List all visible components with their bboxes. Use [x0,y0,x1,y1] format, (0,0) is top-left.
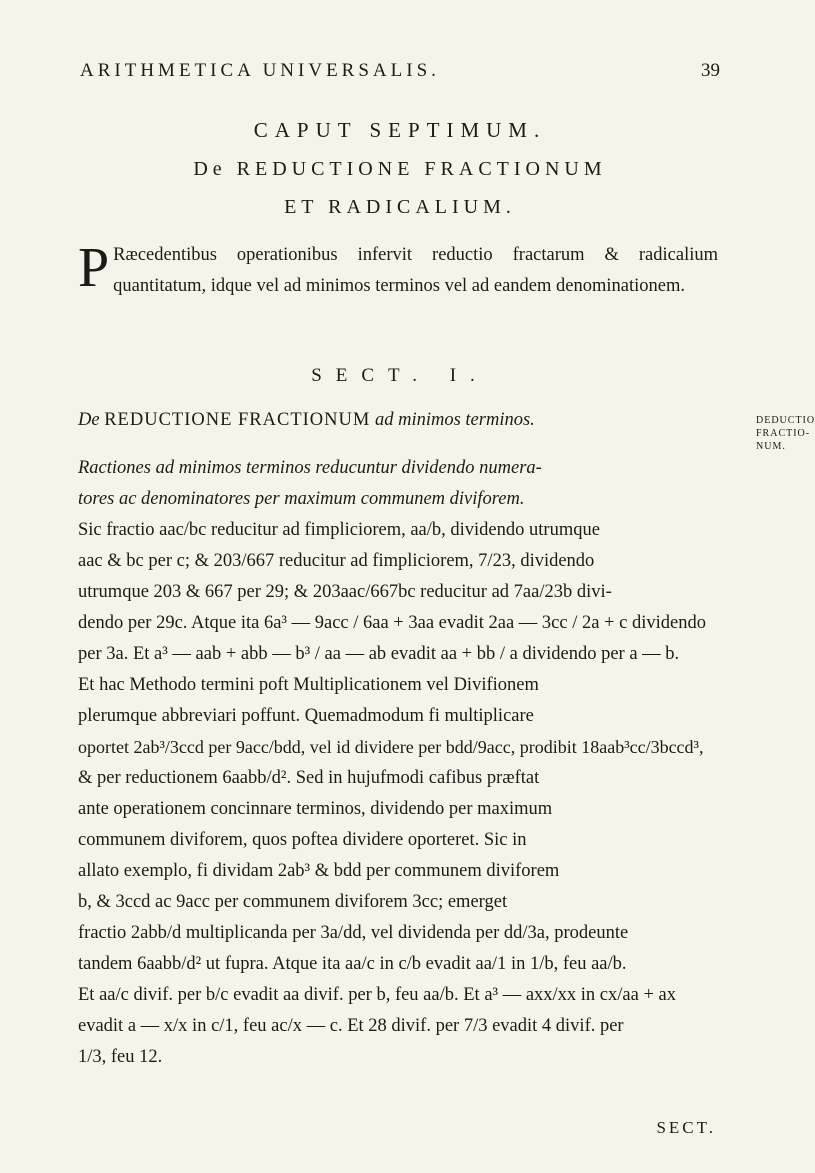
intro-paragraph [78,237,718,302]
text-line: evadit a — x/x in c/1, feu ac/x — c. Et 28 divif. per 7/3 evadit 4 divif. per [78,1016,624,1036]
section-subheading [78,410,638,431]
text-line: 1/3, feu 12. [78,1047,163,1067]
text-line: & per reductionem 6aabb/d². Sed in hujufmodi cafibus præftat [78,768,540,788]
subhead-caps: REDUCTIONE FRACTIONUM [104,410,371,430]
text-line: tandem 6aabb/d² ut fupra. Atque ita aa/c in c/b evadit aa/1 in 1/b, feu aa/b. [78,954,627,974]
subhead-rest: ad minimos terminos. [374,410,535,430]
text-line: oportet 2ab³/3ccd per 9acc/bdd, vel id dividere per bdd/9acc, prodibit 18aab³cc/3bccd³, [78,737,704,757]
text-line: communem diviforem, quos poftea dividere oporteret. Sic in [78,830,527,850]
running-head-title: ARITHMETICA UNIVERSALIS. [80,60,440,81]
chapter-title-line-2: ET RADICALIUM. [284,196,516,218]
running-head [80,60,720,82]
text-line: ante operationem concinnare terminos, dividendo per maximum [78,799,553,819]
chapter-number: CAPUT SEPTIMUM. [253,118,547,142]
text-line: tores ac denominatores per maximum communem diviforem. [78,489,525,509]
text-line: utrumque 203 & 667 per 29; & 203aac/667bc reducitur ad 7aa/23b divi- [78,582,612,602]
section-heading: SECT. I. [311,365,489,386]
drop-cap: P [78,237,110,299]
text-line: plerumque abbreviari poffunt. Quemadmodum fi multiplicare [78,706,534,726]
catchword: SECT. [656,1118,716,1137]
text-line: per 3a. Et a³ — aab + abb — b³ / aa — ab evadit aa + bb / a dividendo per a — b. [78,644,680,664]
text-line: fractio 2abb/d multiplicanda per 3a/dd, vel dividenda per dd/3a, prodeunte [78,923,629,943]
text-line: aac & bc per c; & 203/667 reducitur ad fimpliciorem, 7/23, dividendo [78,551,595,571]
text-line: Ractiones ad minimos terminos reducuntur dividendo numera- [78,458,542,478]
text-line: Sic fractio aac/bc reducitur ad fimpliciorem, aa/b, dividendo utrumque [78,520,600,540]
text-line: dendo per 29c. Atque ita 6a³ — 9acc / 6aa + 3aa evadit 2aa — 3cc / 2a + c dividendo [78,613,706,633]
page-number: 39 [701,60,720,81]
text-line: allato exemplo, fi dividam 2ab³ & bdd per communem diviforem [78,861,560,881]
chapter-title-line-1: De REDUCTIONE FRACTIONUM [193,158,607,180]
text-line: b, & 3ccd ac 9acc per communem diviforem 3cc; emerget [78,892,508,912]
text-line: Et hac Methodo termini poft Multiplicationem vel Divifionem [78,675,539,695]
body-text [78,453,718,1073]
margin-note: DEDUCTIO FRACTIO-NUM. [756,415,815,452]
text-line: Et aa/c divif. per b/c evadit aa divif. per b, feu aa/b. Et a³ — axx/xx in cx/aa + ax [78,985,676,1005]
subhead-prefix: De [78,410,100,430]
intro-text: Ræcedentibus operationibus infervit reductio fractarum & radicalium quantitatum, idque vel ad minimos terminos vel ad eandem denominationem. [113,245,718,296]
